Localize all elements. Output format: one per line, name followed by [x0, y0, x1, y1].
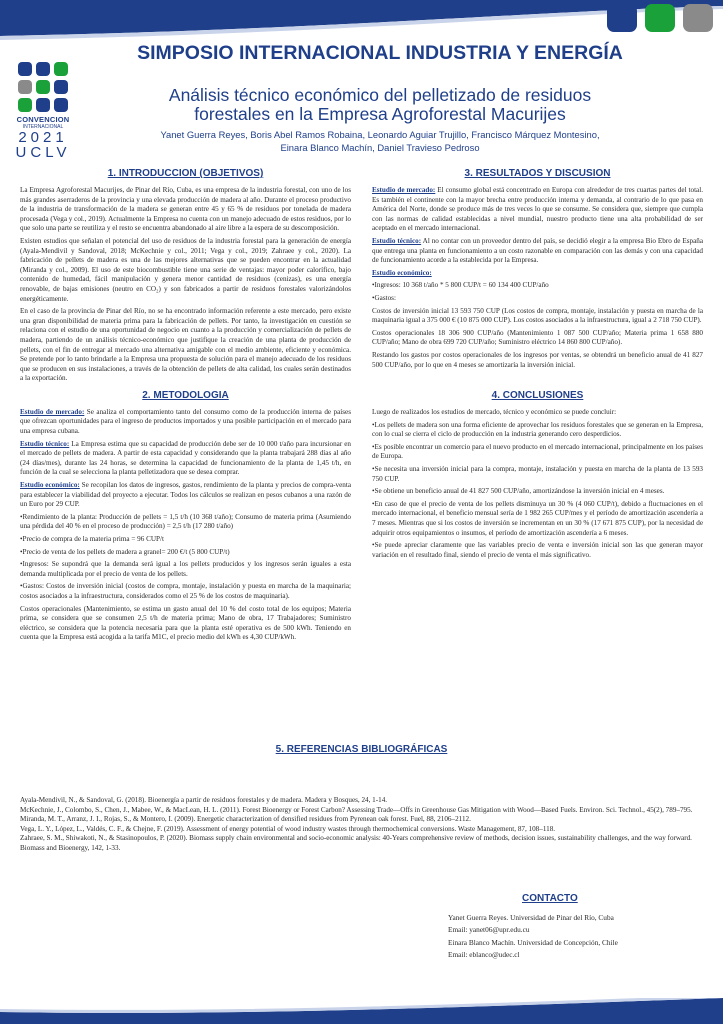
logo-year: 2021	[18, 129, 68, 146]
left-column	[20, 168, 351, 646]
reference-item: Zahraee, S. M., Shiwakoti, N., & Stasinopoulos, P. (2020). Biomass supply chain environmental and socio-economic analysis: 40-Years comprehensive review of methods, decision issues, sustainability challenges, and the way forward. Biomass and Bioenergy, 142, 1-33.	[20, 834, 692, 852]
convention-logo	[14, 62, 72, 160]
results-market-text: El consumo global está concentrado en Europa con alrededor de tres cuartas partes del total. Es también el continente con la mayor brecha entre producción interna y demanda, al contrario de lo que pasa en América del Norte, donde se produce más de tres veces lo que se consume. Se considera que, siempre que cumpla con las normas de calidad establecidas a nivel mundial, nuestro producto tiene una alta probabilidad de ser aceptado en el mercado internacional.	[372, 186, 703, 233]
paper-title-line1: Análisis técnico económico del pelletizado de residuos	[168, 85, 592, 105]
contact-heading: CONTACTO	[522, 893, 578, 904]
methods-heading: 2. METODOLOGIA	[142, 389, 229, 401]
conclusion-5: •En caso de que el precio de venta de los pellets disminuya un 30 % (4 060 CUP/t), debido a fluctuaciones en el mercado internacional, el beneficio mensual sería de 1 982 265 CUP/mes y el período de amortización ascendería a 7 meses. Mientras que si los costos de inversión se incrementan en un 30 % (17 671 875 CUP), por la necesidad de adquirir otros equipamientos o insumos, el período de amortización ascendería a 6 meses.	[372, 499, 703, 537]
logo-line2: INTERNACIONAL	[22, 124, 64, 130]
references-list	[20, 796, 703, 854]
methods-bullet-1: •Rendimiento de la planta: Producción de pellets = 1,5 t/h (10 368 t/año); Consumo de materia prima (Asumiendo una pérdida del 40 % en el proceso de producción) = 2,5 t/h (17 280 t/año)	[20, 512, 351, 531]
logo-org: UCLV	[15, 144, 71, 161]
methods-bullet-6: Costos operacionales (Mantenimiento, se estima un gasto anual del 10 % del costo total de los equipos; Materia prima, se considera que se consumen 2,5 t/h de materia prima; Mano de obra, 17 Trabajadores; Suministro eléctrico, se considera que la potencia necesaria para que la planta esté operativa es de 500 kWh. Teniendo en cuenta que la Empresa está acogida a la tarifa M1C, el precio medio del kWh es 4,30 CUP/kWh.	[20, 604, 351, 642]
header-blocks	[607, 4, 713, 32]
results-technical	[372, 237, 703, 266]
contact-email-1[interactable]: Email: yanet06@upr.edu.cu	[448, 925, 530, 934]
methods-market-text: Se analiza el comportamiento tanto del consumo como de la producción interna de países que ofrezcan oportunidades para el ingreso de productos importados y una posible participación en el mercado para una empresa cubana.	[20, 407, 351, 436]
conclusions-heading: 4. CONCLUSIONES	[491, 390, 584, 402]
intro-heading: 1. INTRODUCCION (OBJETIVOS)	[107, 168, 264, 179]
results-market	[372, 186, 703, 234]
results-market-lead: Estudio de mercado:	[372, 186, 436, 194]
methods-econ-text: Se recopilan los datos de ingresos, gastos, rendimiento de la planta y precios de compra-venta para establecer la viabilidad del proyecto a ejecutar. Todos los cálculos se realizan en pesos cubanos a una razón de un Euro por 29 CUP.	[20, 481, 351, 509]
intro-paragraph-1: La Empresa Agroforestal Macurijes, de Pinar del Río, Cuba, es una empresa de la industria forestal, con uno de los más grandes aserraderos de la provincia y una elevada producción de madera al año. Durante el proceso productivo de la industria de transformación de la madera se generan entre 45 y 65 % de residuos por tonelada de madera procesada (Vega y col., 2019). Actualmente la Empresa no cuenta con un manejo adecuado de estos residuos, por lo que solo una parte se reutiliza y el resto se encuentra abandonado al aire libre a la espera de su descomposición.	[20, 186, 351, 233]
methods-economic	[20, 481, 351, 510]
reference-item: McKechnie, J., Colombo, S., Chen, J., Mabee, W., & MacLean, H. L. (2011). Forest Bioenergy or Forest Carbon? Assessing Trade—Offs in Greenhouse Gas Mitigation with Wood—Based Fuels. Environ. Sci. Technol., 45(2), 789–795.	[20, 805, 693, 814]
intro-paragraph-3: En el caso de la provincia de Pinar del Río, no se ha encontrado información referente a este mercado, pero existe una gran disponibilidad de materia prima para la fabricación de pellets. Por tanto, la investigación en cuestión se relaciona con el estudio de una oportunidad de negocio en cuanto a la producción y comercialización de pellets de madera, partiendo de un análisis técnico-económico que justifique la creación de una planta de producción de pellets, con el fin de entregar al mercado una alternativa amigable con el medio ambiente, eficiente y económica. Se pretende por lo tanto brindarle a la Empresa una propuesta de solución para el manejo adecuado de los residuos que se producen en sus instalaciones, a través de la obtención de pellets de alta calidad, los cuales serán destinados a la exportación.	[20, 307, 351, 383]
results-tech-text: Al no contar con un proveedor dentro del país, se decidió elegir a la empresa Bio Ebro de España que entrega una planta en funcionamiento a un costo razonable en comparación con las demás y con una capacidad de funcionamiento acorde a la establecida por la Empresa.	[372, 236, 703, 265]
logo-line1: CONVENCION	[16, 115, 70, 124]
results-tech-lead: Estudio técnico:	[372, 236, 422, 245]
symposium-title: SIMPOSIO INTERNACIONAL INDUSTRIA Y ENERGÍA	[137, 42, 623, 64]
footer-band	[0, 998, 723, 1024]
results-item-5: Restando los gastos por costos operacionales de los ingresos por ventas, se obtendrá un beneficio anual de 41 827 500 CUP/año, por lo que en 4 meses se amortizaría la inversión inicial.	[372, 350, 703, 369]
results-item-3: Costos de inversión inicial 13 593 750 CUP (Los costos de compra, montaje, instalación y puesta en marcha de la maquinaria igual a 375 000 € (10 875 000 CUP). Los costos asociados a la infraestructura, igual a 2 718 750 CUP).	[372, 306, 703, 325]
conclusion-6: •Se puede apreciar claramente que las variables precio de venta e inversión inicial son las que generan mayor variación en el resultado final, siendo el precio de venta el más significativo.	[372, 541, 703, 559]
references-section	[20, 744, 703, 762]
reference-item: Miranda, M. T., Arranz, J. I., Rojas, S., & Montero, I. (2009). Energetic characterization of densified residues from Pyrenean oak forest. Fuel, 88, 2106–2112.	[20, 815, 471, 824]
methods-bullet-4: •Ingresos: Se supondrá que la demanda será igual a los pellets producidos y los ingresos serán iguales a esta demanda multiplicada por el precio de venta de los pellets.	[20, 560, 351, 578]
contact-author-2: Einara Blanco Machín. Universidad de Concepción, Chile	[448, 937, 618, 947]
blue-block	[607, 4, 637, 32]
methods-tech-text: La Empresa estima que su capacidad de producción debe ser de 10 000 t/año para incursionar en el mercado de pellets de madera. A partir de esta capacidad y considerando que la planta trabajará 288 días al año (24 días/mes), durante las 24 horas, se determina la capacidad de funcionamiento de la planta de 1,45 t/h, en función de la cual se selecciona la planta pelletizadora que se desea comprar.	[20, 439, 351, 477]
reference-item: Vega, L. Y., López, L., Valdés, C. F., & Chejne, F. (2019). Assessment of energy potential of wood industry wastes through thermochemical conversions. Waste Management, 87, 108–118.	[20, 824, 556, 833]
contact-section	[448, 893, 698, 962]
contact-author-1: Yanet Guerra Reyes. Universidad de Pinar del Río, Cuba	[448, 912, 614, 922]
gray-block	[683, 4, 713, 32]
methods-bullet-2: •Precio de compra de la materia prima = 96 CUP/t	[20, 535, 164, 543]
methods-bullet-3: •Precio de venta de los pellets de madera a granel= 200 €/t (5 800 CUP/t)	[20, 547, 230, 556]
right-column	[372, 168, 703, 563]
conclusion-2: •Es posible encontrar un comercio para el nuevo producto en el mercado internacional, principalmente en los países de Europa.	[372, 442, 703, 461]
conclusion-1: •Los pellets de madera son una forma eficiente de aprovechar los residuos forestales que se generan en la Empresa, con lo cual se cierra el ciclo de producción en la industria generando cero desperdicios.	[372, 420, 703, 439]
results-item-1: •Ingresos: 10 368 t/año * 5 800 CUP/t = 60 134 400 CUP/año	[372, 281, 549, 290]
paper-title-line2: forestales en la Empresa Agroforestal Macurijes	[194, 104, 566, 124]
authors	[100, 128, 660, 154]
methods-econ-lead: Estudio económico:	[20, 481, 80, 490]
methods-bullet-5: •Gastos: Costos de inversión inicial (costos de compra, montaje, instalación y puesta en marcha de la maquinaria; costos asociados a la infraestructura, considerados como el 25 % de los costos de maquinaria).	[20, 582, 351, 600]
methods-technical	[20, 440, 351, 478]
references-heading: 5. REFERENCIAS BIBLIOGRÁFICAS	[275, 744, 448, 755]
logo-mark	[14, 62, 72, 112]
results-item-2: •Gastos:	[372, 293, 396, 302]
paper-title	[100, 86, 660, 124]
results-econ-lead: Estudio económico:	[372, 268, 432, 277]
contact-email-2[interactable]: Email: eblanco@udec.cl	[448, 950, 520, 959]
conclusion-4: •Se obtiene un beneficio anual de 41 827 500 CUP/año, amortizándose la inversión inicial en 4 meses.	[372, 487, 665, 496]
results-economic	[372, 269, 703, 279]
reference-item: Ayala-Mendivil, N., & Sandoval, G. (2018). Bioenergía a partir de residuos forestales y de madera. Madera y Bosques, 24, 1-14.	[20, 796, 388, 804]
methods-tech-lead: Estudio técnico:	[20, 439, 70, 448]
conclusion-3: •Se necesita una inversión inicial para la compra, montaje, instalación y puesta en marcha de la planta de 13 593 750 CUP.	[372, 465, 703, 483]
green-block	[645, 4, 675, 32]
intro-paragraph-2: Existen estudios que señalan el potencial del uso de residuos de la industria forestal para la generación de energía (Ayala-Mendivil y Sandoval, 2018; McKechnie y col., 2011; Vega y col., 2019; Zahraee y col., 2020). La fabricación de pellets de madera es una de las mejores alternativas que se pueden encontrar en la actualidad (Miranda y col., 2009). El uso de este biocombustible tiene una serie de ventajas: mayor poder calorífico, bajo contenido de humedad, fácil manipulación y genera menor cantidad de residuos (cenizas), es una energía renovable, de bajas emisiones (neutro en CO₂) y son fabricados a partir de residuos forestales valorizándolos energéticamente.	[20, 236, 351, 303]
results-item-4: Costos operacionales 18 306 900 CUP/año (Mantenimiento 1 087 500 CUP/año; Materia prima 1 658 880 CUP/año; Mano de obra 699 720 CUP/año; Suministro eléctrico 14 860 800 CUP/año).	[372, 328, 703, 347]
methods-market-lead: Estudio de mercado:	[20, 407, 85, 416]
authors-line1: Yanet Guerra Reyes, Boris Abel Ramos Robaina, Leonardo Aguiar Trujillo, Francisco Márquez Montesino,	[160, 129, 600, 140]
results-heading: 3. RESULTADOS Y DISCUSION	[464, 168, 611, 179]
methods-market	[20, 408, 351, 437]
conclusions-intro: Luego de realizados los estudios de mercado, técnico y económico se puede concluir:	[372, 408, 617, 417]
authors-line2: Einara Blanco Machín, Daniel Travieso Pedroso	[280, 142, 480, 153]
